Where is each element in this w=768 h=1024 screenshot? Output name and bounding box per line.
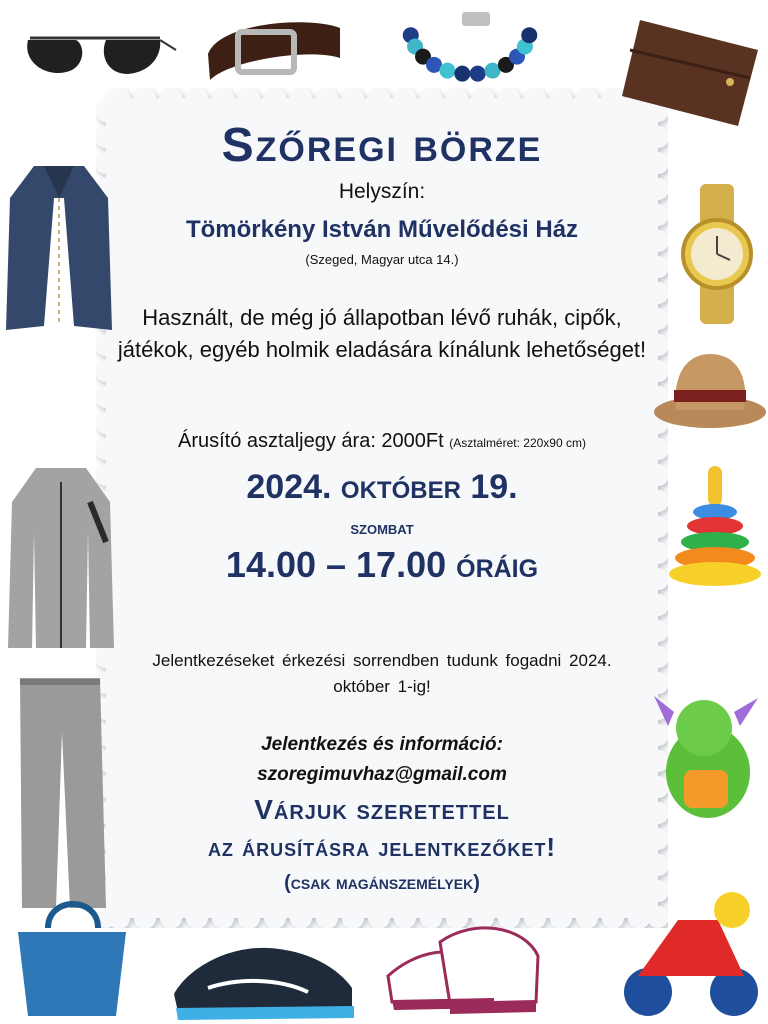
- venue-address: (Szeged, Magyar utca 14.): [305, 252, 459, 267]
- private-only-note: (csak magánszemélyek): [284, 872, 480, 894]
- belt-icon: [200, 8, 350, 88]
- dragon-toy-icon: [648, 692, 768, 828]
- page-title: Szőregi börze: [221, 119, 543, 172]
- event-weekday: szombat: [350, 518, 414, 539]
- table-size: (Asztalméret: 220x90 cm): [449, 436, 586, 450]
- closing-line-1: Várjuk szeretettel: [254, 794, 510, 825]
- wristwatch-icon: [672, 184, 762, 324]
- bracelet-icon: [400, 8, 540, 88]
- sweatpants-icon: [10, 672, 110, 912]
- price-text: Árusító asztaljegy ára: 2000Ft: [178, 430, 444, 452]
- venue-name: Tömörkény István Művelődési Ház: [185, 216, 579, 243]
- wallet-icon: [620, 10, 760, 130]
- sunglasses-icon: [10, 24, 180, 84]
- price-line: [96, 430, 668, 453]
- handbag-icon: [12, 892, 132, 1020]
- event-time: 14.00 – 17.00 óráig: [225, 544, 539, 585]
- running-shoe-icon: [168, 928, 358, 1020]
- hoodie-icon: [6, 462, 116, 652]
- event-date: 2024. október 19.: [246, 468, 518, 506]
- sneakers-icon: [384, 912, 544, 1020]
- location-label: Helyszín:: [338, 180, 426, 203]
- toy-bike-icon: [618, 880, 764, 1020]
- straw-hat-icon: [650, 350, 768, 440]
- denim-jacket-icon: [4, 158, 114, 334]
- registration-note: Jelentkezéseket érkezési sorrendben tudunk fogadni 2024. október 1-ig!: [152, 651, 612, 696]
- description: Használt, de még jó állapotban lévő ruhák, cipők, játékok, egyéb holmik eladására kínálunk lehetőséget!: [117, 305, 647, 362]
- contact-email[interactable]: szoregimuvhaz@gmail.com: [257, 764, 507, 785]
- closing-line-2: az árusításra jelentkezőket!: [207, 832, 557, 862]
- contact-label: Jelentkezés és információ:: [261, 734, 503, 755]
- ring-stacker-toy-icon: [660, 462, 768, 592]
